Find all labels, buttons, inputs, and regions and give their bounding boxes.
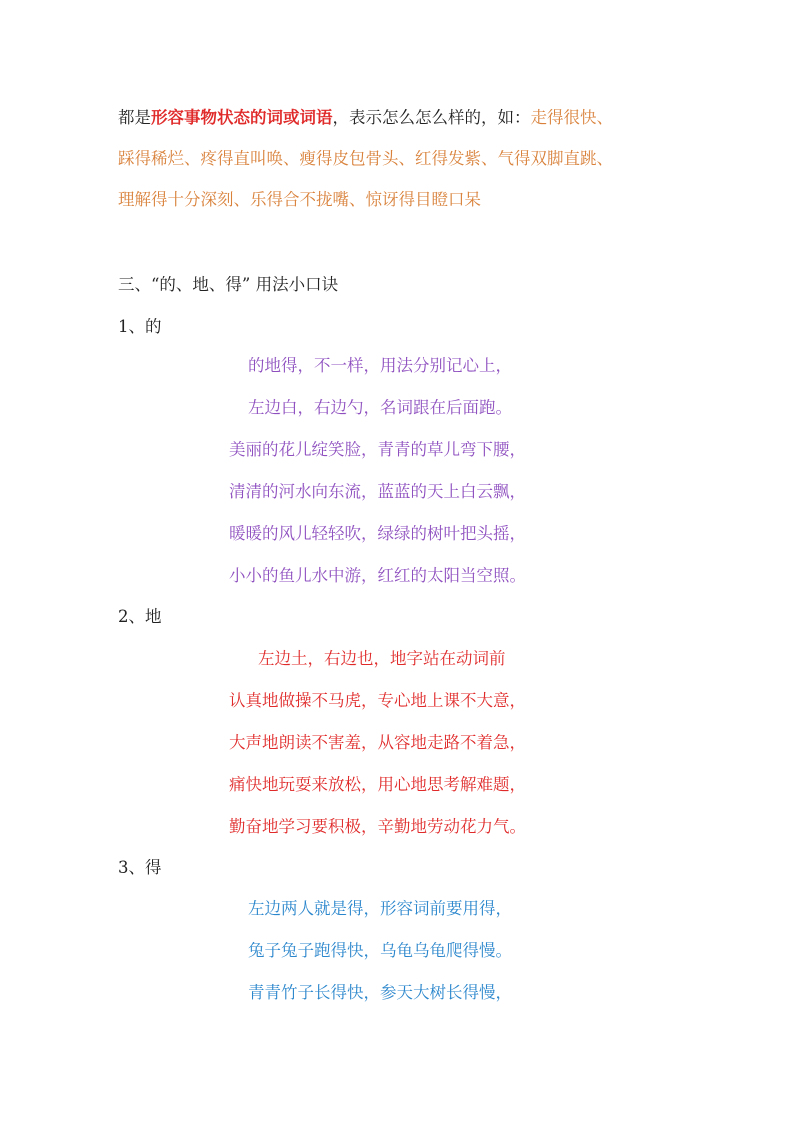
intro-line-3: 理解得十分深刻、乐得合不拢嘴、惊讶得目瞪口呆 (118, 190, 481, 209)
poem-line: 左边白，右边勺，名词跟在后面跑。 (248, 398, 512, 417)
part2-heading: 2、地 (118, 607, 162, 626)
intro-prefix: 都是 (118, 108, 151, 127)
poem-line: 兔子兔子跑得快，乌龟乌龟爬得慢。 (248, 941, 512, 960)
poem-line: 左边两人就是得，形容词前要用得， (248, 899, 512, 918)
part1-heading: 1、的 (118, 317, 162, 336)
poem-line: 认真地做操不马虎，专心地上课不大意， (229, 691, 526, 710)
poem-line: 的地得，不一样，用法分别记心上， (248, 356, 512, 375)
poem-line: 青青竹子长得快，参天大树长得慢， (248, 983, 512, 1002)
poem-line: 暖暖的风儿轻轻吹，绿绿的树叶把头摇， (229, 524, 526, 543)
intro-highlight: 形容事物状态的词或词语 (151, 108, 333, 127)
poem-line: 痛快地玩耍来放松，用心地思考解难题， (229, 775, 526, 794)
intro-examples-start: 走得很快、 (530, 108, 613, 127)
poem-line: 小小的鱼儿水中游，红红的太阳当空照。 (229, 566, 526, 585)
poem-line: 勤奋地学习要积极，辛勤地劳动花力气。 (229, 817, 526, 836)
intro-mid: ，表示怎么怎么样的，如： (332, 108, 531, 127)
intro-line-2: 踩得稀烂、疼得直叫唤、瘦得皮包骨头、红得发紫、气得双脚直跳、 (118, 149, 613, 168)
section-title: 三、“的、地、得” 用法小口诀 (118, 275, 339, 294)
poem-line: 左边土，右边也，地字站在动词前 (258, 649, 506, 668)
intro-line-1 (118, 100, 678, 141)
part1-poem (229, 354, 526, 606)
poem-line: 美丽的花儿绽笑脸，青青的草儿弯下腰， (229, 440, 526, 459)
intro-paragraph (118, 100, 678, 223)
part2-poem (229, 647, 526, 857)
poem-line: 清清的河水向东流，蓝蓝的天上白云飘， (229, 482, 526, 501)
part3-poem (248, 897, 512, 1023)
poem-line: 大声地朗读不害羞，从容地走路不着急， (229, 733, 526, 752)
part3-heading: 3、得 (118, 858, 162, 877)
